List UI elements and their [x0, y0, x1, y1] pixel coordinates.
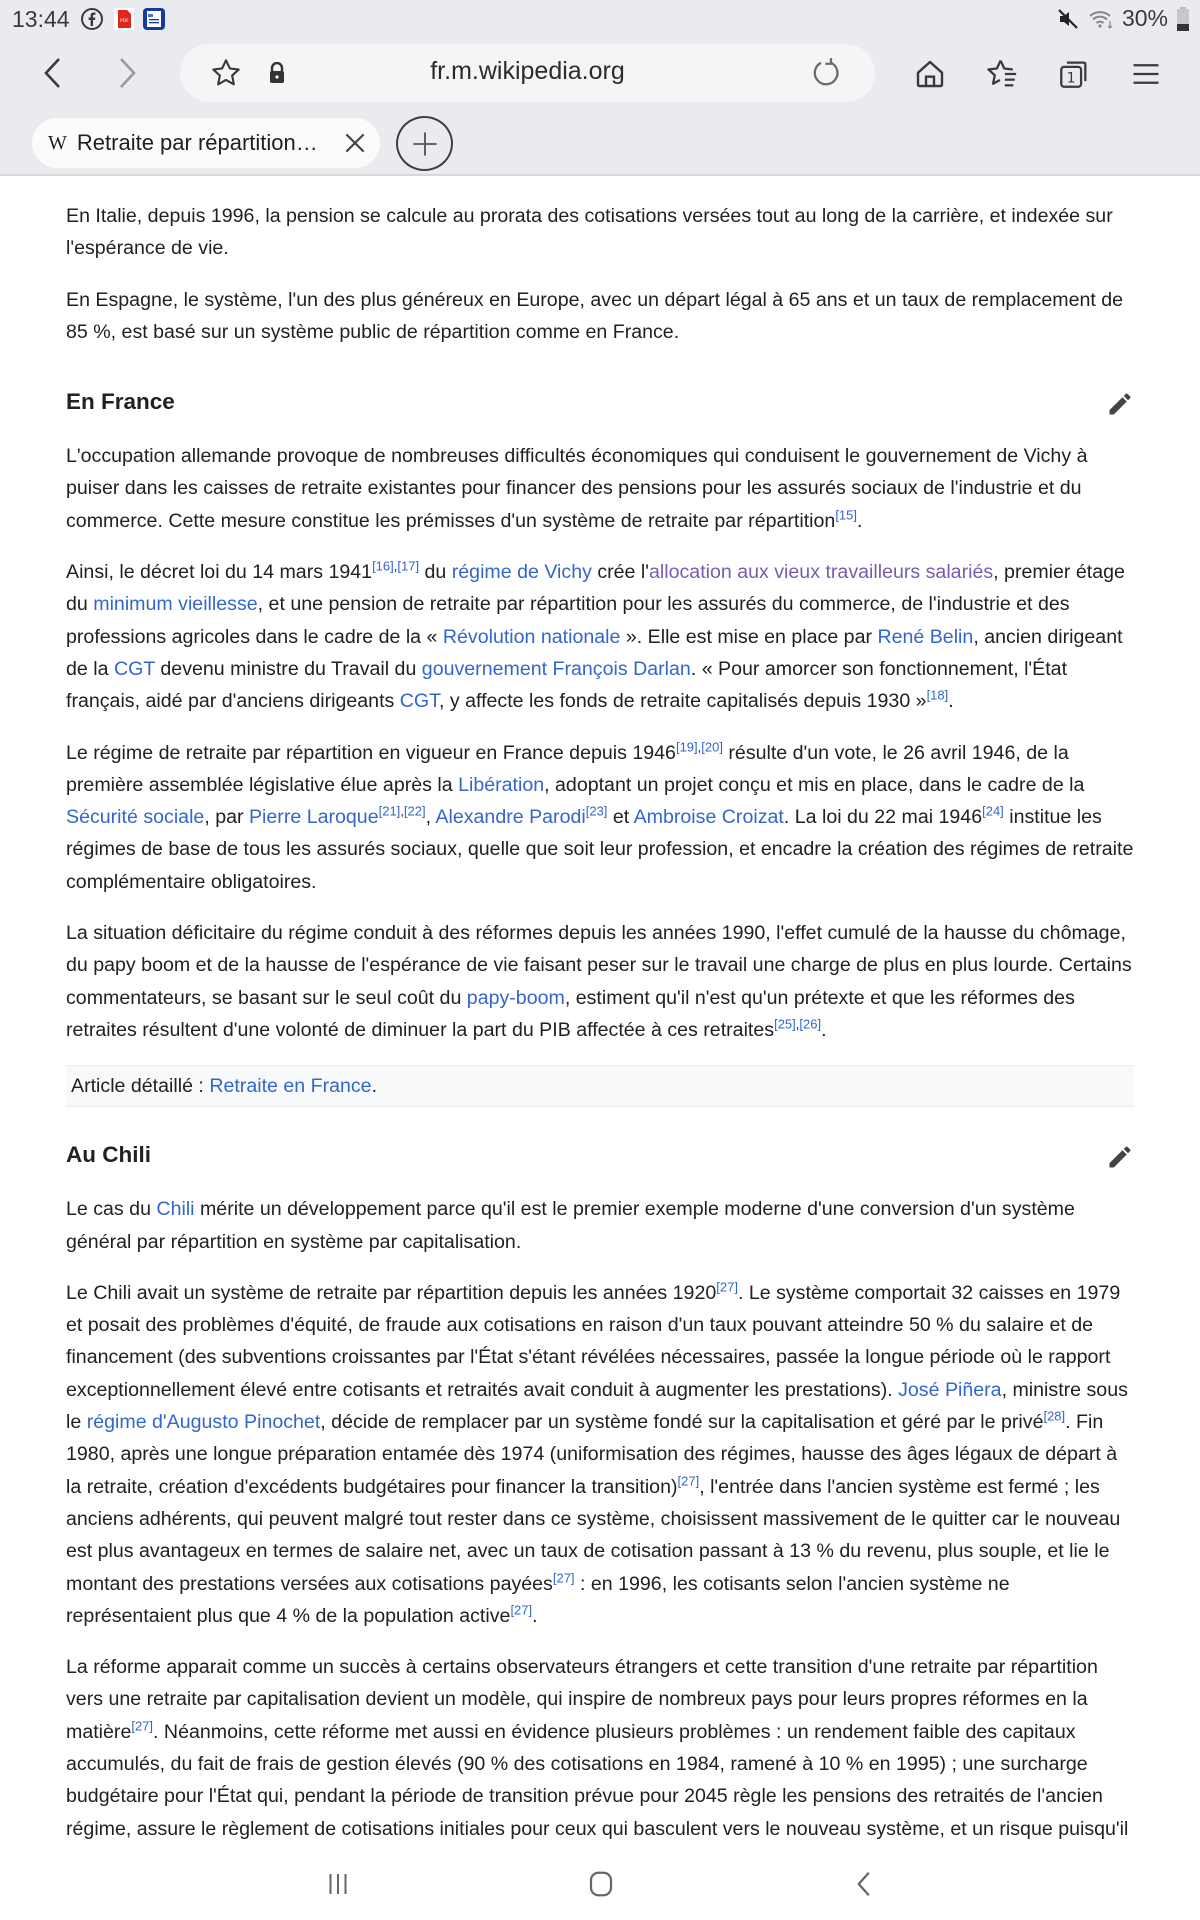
link-chili[interactable]: Chili — [156, 1198, 195, 1221]
article-content — [66, 176, 1134, 1864]
battery-percent: 30% — [1121, 5, 1168, 31]
reference-link[interactable]: [18] — [926, 687, 949, 703]
reference-link[interactable]: [17] — [397, 558, 420, 574]
reference-link[interactable]: [19] — [675, 739, 698, 755]
battery-icon — [1176, 6, 1190, 32]
close-tab-icon[interactable] — [342, 130, 368, 156]
facebook-icon — [80, 7, 104, 31]
reference-link[interactable]: [27] — [131, 1718, 154, 1734]
recents-icon — [323, 1869, 353, 1899]
wikipedia-favicon-icon: W — [48, 131, 67, 154]
menu-icon — [1131, 59, 1161, 89]
paragraph-chili-1: Le cas du Chili mérite un développement parce qu'il est le premier exemple moderne d'une conversion d'un système général par répartition en système par capitalisation. — [66, 1198, 1075, 1253]
browser-chrome — [0, 0, 1200, 176]
reference-link[interactable]: [22] — [403, 803, 426, 819]
link-liberation[interactable]: Libération — [458, 773, 545, 796]
paragraph-espagne: En Espagne, le système, l'un des plus généreux en Europe, avec un départ légal à 65 ans et un taux de remplacement de 85 %, est basé sur un système public de répartition comme en France. — [66, 288, 1124, 343]
reference-link[interactable]: [27] — [716, 1279, 738, 1295]
link-securite-sociale[interactable]: Sécurité sociale — [66, 806, 205, 829]
recents-button[interactable] — [318, 1864, 358, 1904]
link-cgt[interactable]: CGT — [113, 657, 155, 680]
section-heading-en-france — [66, 384, 1134, 440]
reference-link[interactable]: [15] — [835, 507, 857, 523]
home-button[interactable] — [906, 50, 954, 98]
reference-link[interactable]: [28] — [1043, 1408, 1066, 1424]
link-jose-pinera[interactable]: José Piñera — [898, 1378, 1002, 1401]
back-button[interactable] — [30, 50, 76, 96]
svg-text:PDF: PDF — [120, 19, 129, 24]
link-papy-boom[interactable]: papy-boom — [466, 986, 565, 1009]
new-tab-button[interactable] — [396, 116, 453, 171]
status-time: 13:44 — [12, 6, 70, 32]
link-regime-pinochet[interactable]: régime d'Augusto Pinochet — [86, 1411, 321, 1434]
edit-pencil-icon[interactable] — [1106, 390, 1134, 418]
clipped-previous-line — [66, 176, 1134, 190]
pdf-icon — [112, 7, 136, 31]
mute-icon — [1056, 7, 1080, 31]
link-retraite-en-france[interactable]: Retraite en France — [209, 1075, 372, 1098]
reference-link[interactable]: [20] — [701, 739, 723, 755]
bookmarks-button[interactable] — [978, 50, 1026, 98]
wifi-icon — [1088, 7, 1114, 31]
url-row — [0, 42, 1200, 104]
section-title: En France — [66, 389, 175, 415]
link-ambroise-croizat[interactable]: Ambroise Croizat — [633, 806, 784, 829]
back-nav-button[interactable] — [845, 1864, 885, 1904]
forward-icon — [116, 57, 138, 89]
reference-link[interactable]: [16] — [372, 558, 394, 574]
paragraph-italie: En Italie, depuis 1996, la pension se calcule au prorata des cotisations versées tout au long de la carrière, et indexée sur l'espérance de vie. — [66, 205, 1113, 260]
link-cgt[interactable]: CGT — [399, 690, 439, 713]
hatnote-main-article: Article détaillé : Retraite en France. — [66, 1065, 1134, 1107]
menu-button[interactable] — [1122, 50, 1170, 98]
home-icon — [914, 58, 946, 90]
paragraph-france-3: Le régime de retraite par répartition en vigueur en France depuis 1946[19],[20] résulte d'un vote, le 26 avril 1946, de la première assemblée législative élue après la Libération, adoptant un projet conçu et mis en place, dans le cadre de la Sécurité sociale, par Pierre Laroque[21],[22], Alexandre Parodi[23] et Ambroise Croizat. La loi du 22 mai 1946[24] institue les régimes de base de tous les assurés sociaux, quelle que soit leur profession, et encadre la création des régimes de retraite complémentaire obligatoires. — [66, 739, 1134, 893]
plus-icon — [411, 130, 439, 158]
paragraph-chili-3: La réforme apparait comme un succès à certains observateurs étrangers et cette transition d'une retraite par répartition vers une retraite par capitalisation devient un modèle, qui inspire de nombreux pays pour leurs propres réformes en la matière[27]. Néanmoins, cette réforme met aussi en évidence plusieurs problèmes : un rendement faible des capitaux accumulés, du fait de frais de gestion élevés (90 % des cotisations en 1984, ramené à 10 % en 1995) ; une surcharge budgétaire pour l'État qui, pendant la période de transition prévue pour 2045 règle les pensions des retraités de l'ancien régime, assure le règlement de cotisations initiales pour ceux qui basculent vers le nouveau système, et un risque puisqu'il — [66, 1656, 1129, 1840]
link-minimum-vieillesse[interactable]: minimum vieillesse — [93, 593, 258, 616]
section-title: Au Chili — [66, 1142, 151, 1168]
reference-link[interactable]: [21] — [378, 803, 401, 819]
back-icon — [42, 57, 64, 89]
paragraph-chili-2: Le Chili avait un système de retraite par répartition depuis les années 1920[27]. Le système comportait 32 caisses en 1979 et posait des problèmes d'équité, de fraude aux cotisations en raison d'un taux pouvant atteindre 50 % du salaire et de financement (des subventions croissantes par l'État s'étant révélées nécessaires, passée la longue période où le rapport exceptionnellement élevé entre cotisants et retraités avait conduit à augmenter les prestations). José Piñera, ministre sous le régime d'Augusto Pinochet, décide de remplacer par un système fondé sur la capitalisation et géré par le privé[28]. Fin 1980, après une longue préparation entamée dès 1974 (uniformisation des régimes, hausse des âges légaux de départ à la retraite, création d'excédents budgétaires pour financer la transition)[27], l'entrée dans l'ancien système est fermé ; les anciens adhérents, qui peuvent malgré tout rester dans ce système, choisissent massivement de le quitter car le nouveau est plus avantageux en termes de salaire net, avec un taux de cotisation passant à 13 % du revenu, plus souple, et lie le montant des prestations versées aux cotisations payées[27] : en 1996, les cotisants selon l'ancien système ne représentaient plus que 4 % de la population active[27]. — [66, 1279, 1128, 1627]
paragraph-france-1: L'occupation allemande provoque de nombreuses difficultés économiques qui conduisent le gouvernement de Vichy à puiser dans les caisses de retraite existantes pour financer des pensions pour les assurés sociaux de l'industrie et du commerce. Cette mesure constitue les prémisses d'un système de retraite par répartition[15]. — [66, 445, 1088, 532]
system-nav-bar — [0, 1850, 1200, 1920]
link-rene-belin[interactable]: René Belin — [877, 625, 974, 648]
edit-pencil-icon[interactable] — [1106, 1143, 1134, 1171]
link-allocation-vieux-travailleurs[interactable]: allocation aux vieux travailleurs salariés — [649, 561, 994, 584]
link-revolution-nationale[interactable]: Révolution nationale — [442, 625, 621, 648]
forward-button[interactable] — [104, 50, 150, 96]
reference-link[interactable]: [27] — [677, 1473, 700, 1489]
address-bar[interactable] — [180, 44, 875, 102]
section-heading-au-chili — [66, 1137, 1134, 1193]
reference-link[interactable]: [26] — [799, 1016, 822, 1032]
tabs-icon — [1057, 57, 1091, 91]
tab-active[interactable] — [32, 118, 380, 168]
reference-link[interactable]: [27] — [510, 1602, 533, 1618]
document-scan-icon — [142, 7, 166, 31]
home-nav-icon — [586, 1869, 616, 1899]
reference-link[interactable]: [23] — [585, 803, 608, 819]
reference-link[interactable]: [24] — [982, 803, 1004, 819]
link-gouvernement-darlan[interactable]: gouvernement François Darlan — [421, 657, 691, 680]
tab-title: Retraite par répartition… — [76, 130, 318, 155]
paragraph-france-4: La situation déficitaire du régime conduit à des réformes depuis les années 1990, l'effet cumulé de la hausse du chômage, du papy boom et de la hausse de l'espérance de vie faisant peser sur le travail une charge de plus en plus lourde. Certains commentateurs, se basant sur le seul coût du papy-boom, estiment qu'il n'est qu'un prétexte et que les réformes des retraites résultent d'une volonté de diminuer la part du PIB affectée à ces retraites[25],[26]. — [66, 922, 1132, 1041]
paragraph-france-2: Ainsi, le décret loi du 14 mars 1941[16],[17] du régime de Vichy crée l'allocation aux vieux travailleurs salariés, premier étage du minimum vieillesse, et une pension de retraite par répartition pour les assurés du commerce, de l'industrie et des professions agricoles dans le cadre de la « Révolution nationale ». Elle est mise en place par René Belin, ancien dirigeant de la CGT devenu ministre du Travail du gouvernement François Darlan. « Pour amorcer son fonctionnement, l'État français, aidé par d'anciens dirigeants CGT, y affecte les fonds de retraite capitalisés depuis 1930 »[18]. — [66, 558, 1125, 713]
reference-link[interactable]: [27] — [552, 1569, 575, 1585]
link-regime-de-vichy[interactable]: régime de Vichy — [451, 561, 592, 584]
status-bar — [0, 0, 1200, 40]
back-nav-icon — [850, 1869, 880, 1899]
status-right — [1056, 5, 1190, 32]
bookmarks-icon — [985, 57, 1019, 91]
svg-text:1: 1 — [1066, 70, 1076, 87]
reference-link[interactable]: [25] — [774, 1016, 796, 1032]
tabs-button[interactable] — [1050, 50, 1098, 98]
link-alexandre-parodi[interactable]: Alexandre Parodi — [435, 806, 586, 829]
link-pierre-laroque[interactable]: Pierre Laroque — [248, 806, 379, 829]
tab-strip — [0, 116, 1200, 172]
home-nav-button[interactable] — [581, 1864, 621, 1904]
url-text[interactable]: fr.m.wikipedia.org — [430, 57, 625, 85]
reload-icon[interactable] — [809, 56, 843, 90]
